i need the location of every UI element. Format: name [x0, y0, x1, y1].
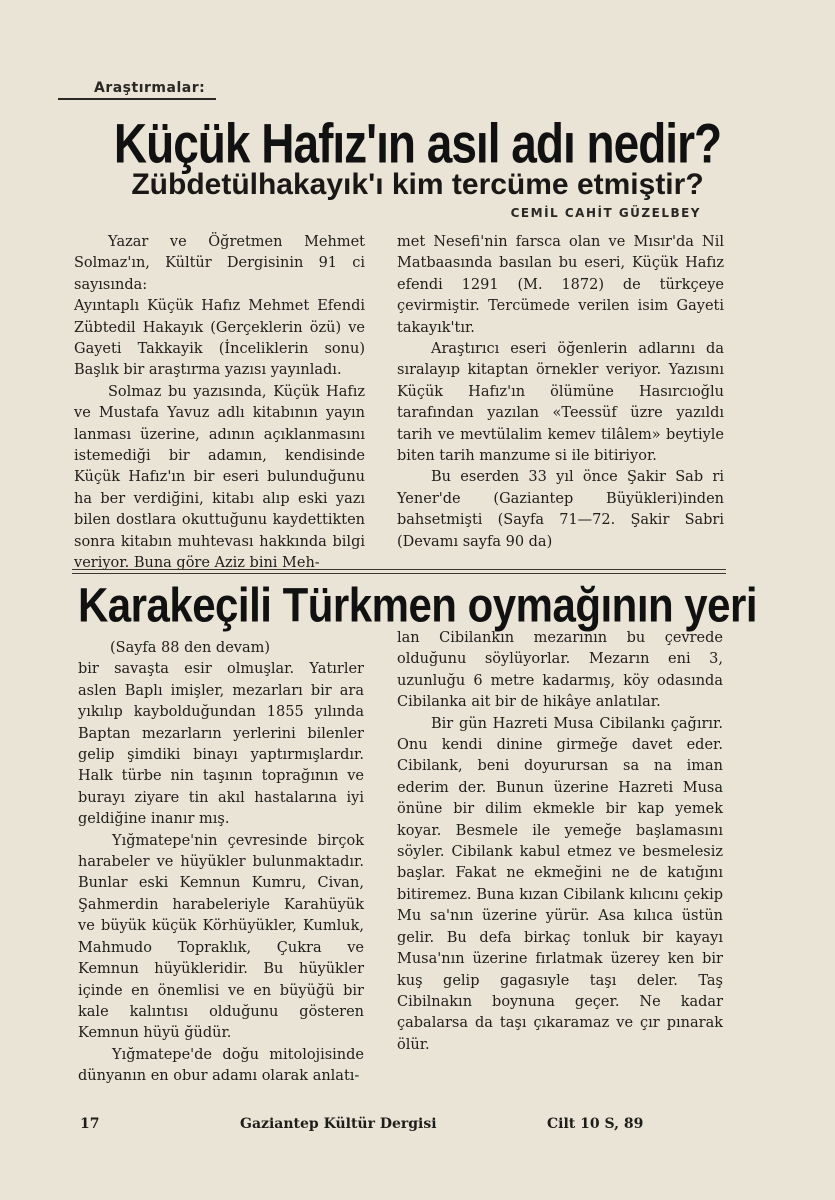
paragraph: lan Cibilankın mezarının bu çevrede olduğunu söylüyorlar. Mezarın eni 3, uzunluğu 6 metre kadarmış, köy odasında Cibilanka ait bir de hikâye anlatılar.: [397, 630, 723, 711]
paragraph: Bir gün Hazreti Musa Cibilankı çağırır. Onu kendi dinine girmeğe davet eder. Cibilank, beni doyurursan sa na iman ederim der. Bunun üzerine Hazreti Musa önüne bir dilim ekmekle bir kap yemek koyar. Besmele ile yemeğe başlamasını söyler. Cibilank kabul etmez ve besmelesiz başlar. Fakat ne ekmeğini ne de katığını bitiremez. Buna kızan Cibilank kılıcını çekip Mu sa'nın üzerine yürür. Asa kılıca üstün gelir. Bu defa birkaç tonluk bir kayayı Musa'nın üzerine fırlatmak üzerey ken bir kuş gelip gagasıyle taşı deler. Taş Cibilnakın boynuna geçer. Ne kadar çabalarsa da taşı çıkaramaz ve çır pınarak ölür.: [397, 715, 723, 1053]
paragraph: Yığmatepe'de doğu mitolojisinde dünyanın en obur adamı olarak anlatı-: [78, 1046, 364, 1085]
article2-column-left: [78, 638, 364, 1088]
paragraph: Solmaz bu yazısında, Küçük Hafız ve Mustafa Yavuz adlı kitabının yayın lanması üzerine, adının açıklanmasını istemediği bir adamın, kendisinde Küçük Hafız'ın bir eseri bulunduğunu ha ber verdiğini, kitabı alıp eski yazı bilen dostlara okuttuğunu kaydettikten sonra kitabın muhtevası hakkında bilgi veriyor. Buna göre Aziz bini Meh-: [74, 383, 365, 572]
section-rule: [58, 98, 216, 100]
volume-issue: Cilt 10 S, 89: [547, 1116, 644, 1132]
paragraph: Araştırıcı eseri öğenlerin adlarını da sıralayıp kitaptan örnekler veriyor. Yazısını Küçük Hafız'ın ölümüne Hasırcıoğlu tarafından yazılan «Teessüf üzre yazıldı tarih ve mevtülalim kemev tilâlem» beytiyle biten tarih manzume si ile bitiriyor.: [397, 341, 724, 465]
paragraph: Yığmatepe'nin çevresinde birçok harabeler ve hüyükler bulunmaktadır. Bunlar eski Kemnun Kumru, Civan, Şahmerdin harabeleriyle Karahüyük ve büyük küçük Körhüyükler, Kumluk, Mahmudo Topraklık, Çukra ve Kemnun hüyükleridir. Bu hüyükler içinde en önemlisi ve en büyüğü bir kale kalıntısı olduğunu gösteren Kemnun hüyü ğüdür.: [78, 832, 364, 1042]
article1-column-right: [397, 232, 724, 553]
page-footer: [0, 1116, 835, 1136]
article1-author: CEMİL CAHİT GÜZELBEY: [510, 206, 701, 220]
magazine-name: Gaziantep Kültür Dergisi: [240, 1116, 437, 1132]
article1-title: Küçük Hafız'ın asıl adı nedir?: [113, 112, 722, 175]
article1-column-left: [74, 232, 365, 575]
section-label: Araştırmalar:: [94, 80, 206, 96]
page-number: 17: [80, 1116, 100, 1132]
paragraph: bir savaşta esir olmuşlar. Yatırler aslen Baplı imişler, mezarları bir ara yıkılıp kaybolduğundan 1855 yılında Baptan mezarların yerlerini bilenler gelip şimdiki binayı yaptırmışlardır. Halk türbe nin taşının toprağının ve burayı ziyare tin akıl hastalarına iyi geldiğine inanır mış.: [78, 661, 364, 828]
paragraph: met Nesefi'nin farsca olan ve Mısır'da Nil Matbaasında basılan bu eseri, Küçük Hafız efendi 1291 (M. 1872) de türkçeye çevirmiştir. Tercümede verilen isim Gayeti takayık'tır.: [397, 234, 724, 336]
paragraph: Bu eserden 33 yıl önce Şakir Sab ri Yener'de (Gaziantep Büyükleri)inden bahsetmişti (Sayfa 71—72. Şakir Sabri (Devamı sayfa 90 da): [397, 469, 724, 550]
paragraph: Yazar ve Öğretmen Mehmet Solmaz'ın, Kültür Dergisinin 91 ci sayısında:: [74, 234, 365, 293]
paragraph: Ayıntaplı Küçük Hafız Mehmet Efendi Zübtedil Hakayık (Gerçeklerin özü) ve Gayeti Takkayik (İnceliklerin sonu) Başlık bir araştırma yazısı yayınladı.: [74, 298, 365, 379]
article2-title: Karakeçili Türkmen oymağının yeri: [77, 578, 758, 633]
article1-subtitle: Zübdetülhakayık'ı kim tercüme etmiştir?: [131, 168, 704, 201]
article-divider: [72, 569, 726, 574]
article2-column-right: [397, 628, 723, 1056]
continuation-note: (Sayfa 88 den devam): [110, 640, 271, 656]
